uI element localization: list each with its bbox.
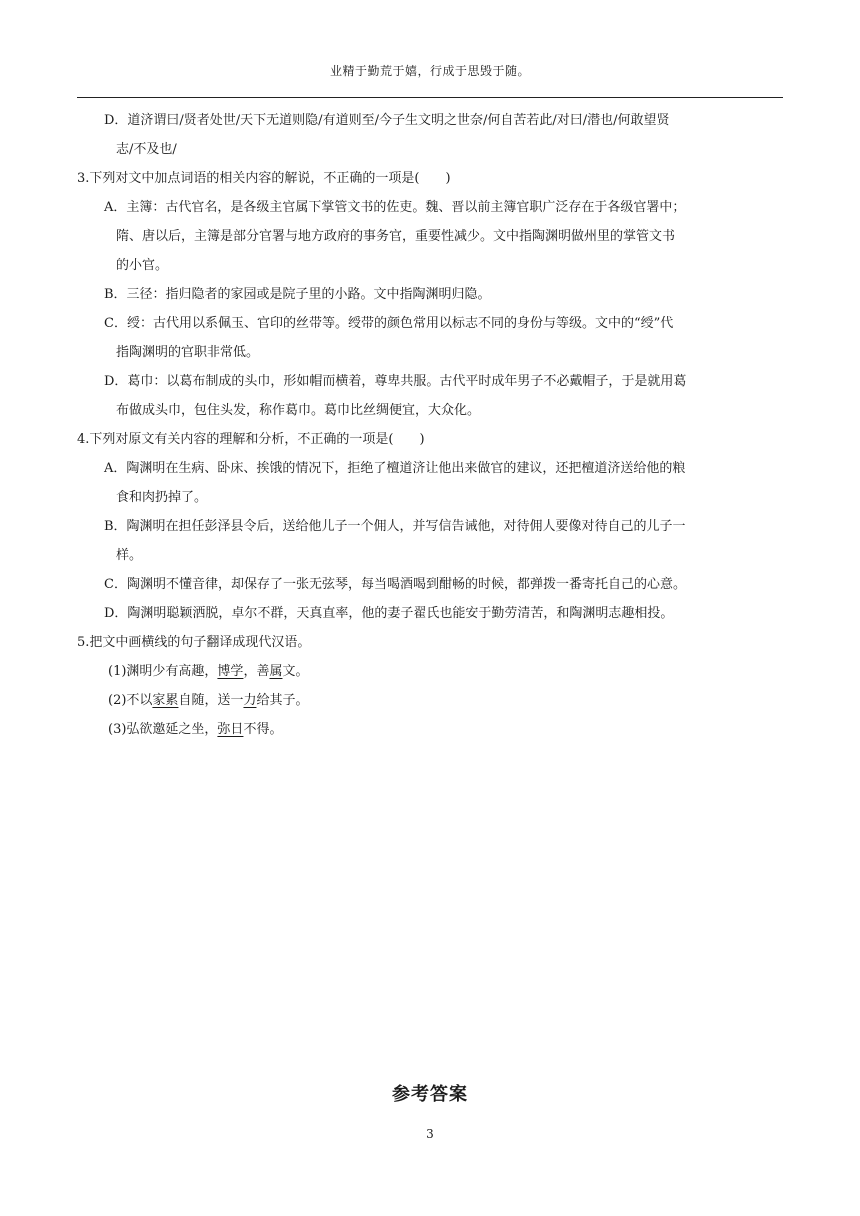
option-line: 布做成头巾，包住头发，称作葛巾。葛巾比丝绸便宜，大众化。 — [116, 403, 481, 418]
option-line: 指陶渊明的官职非常低。 — [116, 345, 260, 360]
question-3-option-b — [104, 280, 783, 309]
option-line: 样。 — [116, 548, 143, 563]
option-line: D．陶渊明聪颖洒脱，卓尔不群，天真直率，他的妻子翟氏也能安于勤劳清苦，和陶渊明志趣相投。 — [104, 606, 674, 621]
sentence-text: (1)渊明少有高趣， — [108, 664, 218, 679]
question-3-stem: 3.下列对文中加点词语的相关内容的解说，不正确的一项是( ) — [77, 171, 451, 186]
underlined-word: 家累 — [152, 693, 179, 708]
question-4-stem: 4.下列对原文有关内容的理解和分析，不正确的一项是( ) — [77, 432, 425, 447]
answer-section-title: 参考答案 — [392, 1084, 468, 1105]
question-3-option-a — [104, 193, 783, 280]
option-line: B．三径：指归隐者的家园或是院子里的小路。文中指陶渊明归隐。 — [104, 287, 491, 302]
underlined-word: 博学 — [217, 664, 244, 679]
question-5-sentence-1 — [108, 657, 783, 686]
question-3-option-c — [104, 309, 783, 367]
underlined-word: 力 — [243, 693, 257, 708]
sentence-text: 自随，送一 — [178, 693, 244, 708]
option-line: 的小官。 — [116, 258, 169, 273]
question-4-option-b — [104, 512, 783, 570]
prev-question-option-d — [104, 106, 783, 164]
option-line: 食和肉扔掉了。 — [116, 490, 208, 505]
sentence-text: ，善 — [243, 664, 270, 679]
question-5-stem: 5.把文中画横线的句子翻译成现代汉语。 — [77, 635, 311, 650]
option-line: D．葛巾：以葛布制成的头巾，形如帽而横着，尊卑共服。古代平时成年男子不必戴帽子，于是就用葛 — [104, 374, 687, 389]
option-line: B．陶渊明在担任彭泽县令后，送给他儿子一个佣人，并写信告诫他，对待佣人要像对待自己的儿子一 — [104, 519, 686, 534]
question-5-sentence-2 — [108, 686, 783, 715]
document-body — [77, 106, 783, 744]
sentence-text: 给其子。 — [256, 693, 309, 708]
option-line: D．道济谓曰/贤者处世/天下无道则隐/有道则至/今子生文明之世奈/何自苦若此/对曰/潜也/何敢望贤 — [104, 113, 670, 128]
option-line: 隋、唐以后，主簿是部分官署与地方政府的事务官，重要性减少。文中指陶渊明做州里的掌管文书 — [116, 229, 676, 244]
question-5-sentence-3 — [108, 715, 783, 744]
sentence-text: 文。 — [282, 664, 309, 679]
option-line: 志/不及也/ — [116, 142, 177, 157]
sentence-text: (2)不以 — [108, 693, 153, 708]
page-number: 3 — [426, 1127, 434, 1141]
option-line: C．绶：古代用以系佩玉、官印的丝带等。绶带的颜色常用以标志不同的身份与等级。文中的“绶”代 — [104, 316, 674, 331]
sentence-text: (3)弘欲邀延之坐， — [108, 722, 218, 737]
page-header-motto: 业精于勤荒于嬉，行成于思毁于随。 — [329, 64, 530, 78]
option-line: A．陶渊明在生病、卧床、挨饿的情况下，拒绝了檀道济让他出来做官的建议，还把檀道济送给他的粮 — [104, 461, 686, 476]
sentence-text: 不得。 — [243, 722, 283, 737]
underlined-word: 弥日 — [217, 722, 244, 737]
question-4-option-c — [104, 570, 783, 599]
question-4-option-a — [104, 454, 783, 512]
option-line: C．陶渊明不懂音律，却保存了一张无弦琴，每当喝酒喝到酣畅的时候，都弹拨一番寄托自己的心意。 — [104, 577, 686, 592]
question-4-option-d — [104, 599, 783, 628]
option-line: A．主簿：古代官名，是各级主官属下掌管文书的佐吏。魏、晋以前主簿官职广泛存在于各级官署中； — [104, 200, 686, 215]
underlined-word: 属 — [269, 664, 283, 679]
header-divider — [77, 97, 783, 98]
question-3-option-d — [104, 367, 783, 425]
